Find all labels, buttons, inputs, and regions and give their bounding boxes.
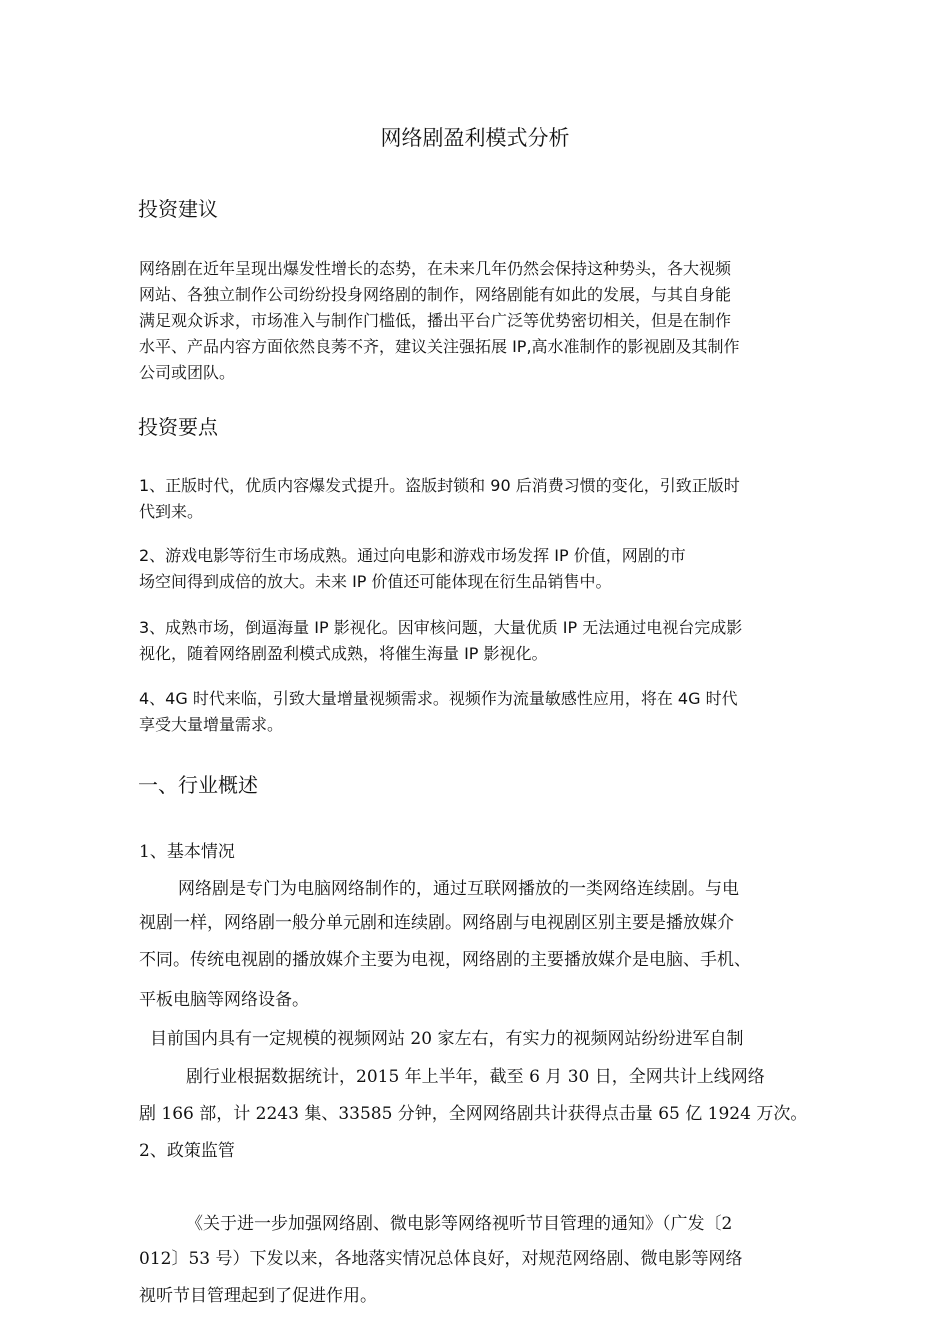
- text-line: 剧 166 部，计 2243 集、33585 分钟，全网网络剧共计获得点击量 65 亿 1924 万次。: [139, 1104, 808, 1124]
- text-line: 1、正版时代，优质内容爆发式提升。盗版封锁和 90 后消费习惯的变化，引致正版时: [139, 476, 740, 495]
- text-line: 目前国内具有一定规模的视频网站 20 家左右，有实力的视频网站纷纷进军自制: [150, 1029, 744, 1049]
- text-line: 《关于进一步加强网络剧、微电影等网络视听节目管理的通知》（广发〔2: [186, 1214, 733, 1234]
- points-heading: 投资要点: [138, 415, 218, 439]
- page-title: 网络剧盈利模式分析: [380, 126, 570, 150]
- text-line: 满足观众诉求，市场准入与制作门槛低，播出平台广泛等优势密切相关，但是在制作: [139, 311, 732, 330]
- point-item: [139, 473, 740, 525]
- text-line: 代到来。: [139, 502, 204, 521]
- point-item: [139, 615, 742, 667]
- text-line: 网站、各独立制作公司纷纷投身网络剧的制作，网络剧能有如此的发展，与其自身能: [139, 285, 732, 304]
- text-line: 3、成熟市场，倒逼海量 IP 影视化。因审核问题，大量优质 IP 无法通过电视台完成影: [139, 618, 743, 637]
- text-line: 012〕53 号）下发以来，各地落实情况总体良好，对规范网络剧、微电影等网络: [139, 1249, 743, 1269]
- text-line: 不同。传统电视剧的播放媒介主要为电视，网络剧的主要播放媒介是电脑、手机、: [139, 950, 751, 970]
- text-line: 水平、产品内容方面依然良莠不齐，建议关注强拓展 IP,高水准制作的影视剧及其制作: [139, 337, 740, 356]
- text-line: 网络剧是专门为电脑网络制作的，通过互联网播放的一类网络连续剧。与电: [178, 879, 739, 899]
- advice-heading: 投资建议: [138, 197, 218, 221]
- text-line: 场空间得到成倍的放大。未来 IP 价值还可能体现在衍生品销售中。: [139, 572, 612, 591]
- point-item: [139, 686, 738, 738]
- text-line: 2、游戏电影等衍生市场成熟。通过向电影和游戏市场发挥 IP 价值，网剧的市: [139, 546, 686, 565]
- basic-heading: 1、基本情况: [139, 842, 235, 862]
- text-line: 享受大量增量需求。: [139, 715, 284, 734]
- text-line: 视化，随着网络剧盈利模式成熟，将催生海量 IP 影视化。: [139, 644, 548, 663]
- text-line: 视听节目管理起到了促进作用。: [139, 1286, 377, 1306]
- text-line: 剧行业根据数据统计，2015 年上半年，截至 6 月 30 日，全网共计上线网络: [186, 1067, 765, 1087]
- text-line: 公司或团队。: [139, 363, 236, 382]
- text-line: 视剧一样，网络剧一般分单元剧和连续剧。网络剧与电视剧区别主要是播放媒介: [139, 913, 734, 933]
- point-item: [139, 543, 686, 595]
- advice-paragraph: [139, 256, 740, 386]
- text-line: 网络剧在近年呈现出爆发性增长的态势，在未来几年仍然会保持这种势头，各大视频: [139, 259, 732, 278]
- text-line: 平板电脑等网络设备。: [139, 990, 309, 1010]
- text-line: 4、4G 时代来临，引致大量增量视频需求。视频作为流量敏感性应用，将在 4G 时代: [139, 689, 738, 708]
- overview-heading: 一、行业概述: [138, 773, 258, 797]
- policy-heading: 2、政策监管: [139, 1141, 235, 1161]
